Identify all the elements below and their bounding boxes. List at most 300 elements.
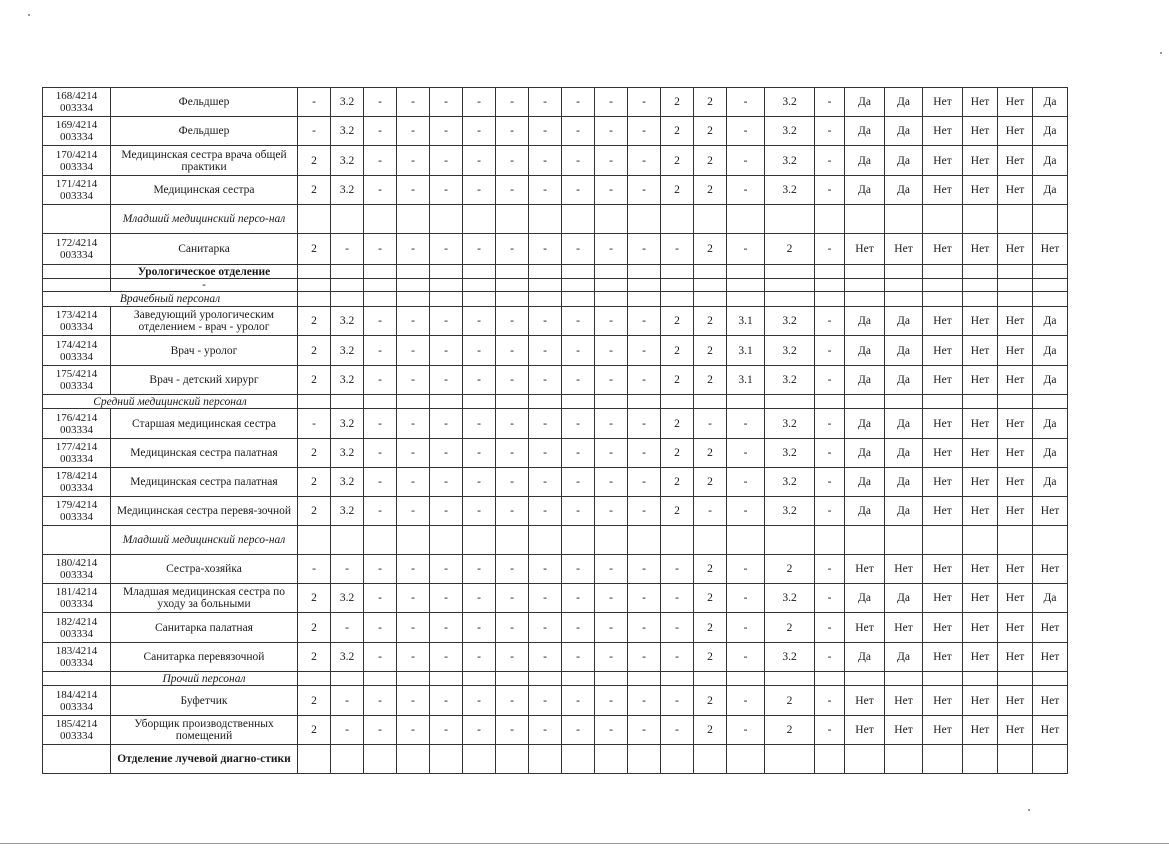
- value-cell: -: [562, 555, 595, 584]
- value-cell: -: [463, 234, 496, 265]
- value-cell: -: [463, 307, 496, 336]
- value-cell: Нет: [963, 716, 998, 745]
- value-cell: Нет: [963, 336, 998, 366]
- value-cell: -: [463, 409, 496, 439]
- value-cell: [885, 672, 923, 686]
- value-cell: -: [727, 643, 765, 672]
- value-cell: Да: [885, 584, 923, 613]
- value-cell: [845, 745, 885, 774]
- value-cell: -: [430, 686, 463, 716]
- value-cell: -: [463, 146, 496, 176]
- value-cell: 2: [694, 176, 727, 205]
- value-cell: -: [628, 468, 661, 497]
- value-cell: -: [331, 686, 364, 716]
- position-name: Врач - детский хирург: [111, 366, 298, 395]
- table-row: [43, 307, 1068, 336]
- value-cell: -: [595, 366, 628, 395]
- value-cell: -: [430, 439, 463, 468]
- value-cell: -: [628, 409, 661, 439]
- value-cell: Да: [1033, 146, 1068, 176]
- value-cell: Нет: [963, 88, 998, 117]
- table-row: [43, 555, 1068, 584]
- value-cell: Нет: [923, 584, 963, 613]
- table-row: [43, 146, 1068, 176]
- value-cell: Нет: [923, 555, 963, 584]
- value-cell: [628, 279, 661, 292]
- value-cell: -: [661, 686, 694, 716]
- value-cell: -: [529, 307, 562, 336]
- value-cell: 2: [661, 307, 694, 336]
- value-cell: -: [727, 409, 765, 439]
- category-label: -: [111, 279, 298, 292]
- value-cell: -: [298, 88, 331, 117]
- value-cell: 2: [298, 643, 331, 672]
- value-cell: 2: [661, 409, 694, 439]
- value-cell: [845, 205, 885, 234]
- table-row: [43, 439, 1068, 468]
- value-cell: -: [496, 584, 529, 613]
- value-cell: Нет: [1033, 497, 1068, 526]
- value-cell: -: [364, 643, 397, 672]
- value-cell: [562, 395, 595, 409]
- value-cell: [845, 279, 885, 292]
- value-cell: [628, 265, 661, 279]
- category-label: Средний медицинский персонал: [43, 395, 298, 409]
- value-cell: -: [430, 234, 463, 265]
- value-cell: [562, 745, 595, 774]
- value-cell: 2: [694, 643, 727, 672]
- value-cell: [765, 745, 815, 774]
- value-cell: Нет: [923, 439, 963, 468]
- value-cell: [463, 526, 496, 555]
- value-cell: [845, 292, 885, 307]
- value-cell: -: [628, 439, 661, 468]
- value-cell: 3.2: [331, 497, 364, 526]
- value-cell: -: [628, 497, 661, 526]
- value-cell: -: [496, 468, 529, 497]
- value-cell: [661, 265, 694, 279]
- value-cell: -: [595, 307, 628, 336]
- value-cell: -: [430, 643, 463, 672]
- value-cell: [963, 672, 998, 686]
- value-cell: -: [463, 336, 496, 366]
- value-cell: 3.2: [765, 366, 815, 395]
- value-cell: -: [815, 468, 845, 497]
- value-cell: Нет: [885, 686, 923, 716]
- value-cell: [815, 745, 845, 774]
- value-cell: Да: [845, 409, 885, 439]
- value-cell: 3.2: [331, 643, 364, 672]
- value-cell: [463, 395, 496, 409]
- value-cell: 2: [661, 468, 694, 497]
- position-name: Младшая медицинская сестра по уходу за больными: [111, 584, 298, 613]
- value-cell: Нет: [845, 686, 885, 716]
- value-cell: [923, 265, 963, 279]
- value-cell: [727, 395, 765, 409]
- value-cell: -: [562, 234, 595, 265]
- value-cell: 2: [765, 234, 815, 265]
- value-cell: -: [430, 409, 463, 439]
- value-cell: -: [529, 716, 562, 745]
- value-cell: [397, 265, 430, 279]
- value-cell: Да: [1033, 468, 1068, 497]
- value-cell: -: [463, 468, 496, 497]
- value-cell: [628, 292, 661, 307]
- value-cell: [765, 526, 815, 555]
- value-cell: -: [397, 176, 430, 205]
- value-cell: -: [364, 686, 397, 716]
- value-cell: [923, 526, 963, 555]
- value-cell: Нет: [923, 234, 963, 265]
- value-cell: -: [727, 686, 765, 716]
- value-cell: -: [463, 716, 496, 745]
- value-cell: 2: [661, 146, 694, 176]
- value-cell: Нет: [923, 117, 963, 146]
- value-cell: [694, 526, 727, 555]
- value-cell: Нет: [845, 234, 885, 265]
- value-cell: -: [661, 643, 694, 672]
- value-cell: -: [727, 117, 765, 146]
- value-cell: [1033, 395, 1068, 409]
- value-cell: -: [815, 88, 845, 117]
- value-cell: -: [496, 336, 529, 366]
- position-code: 175/4214 003334: [43, 366, 111, 395]
- value-cell: 2: [694, 234, 727, 265]
- value-cell: [595, 279, 628, 292]
- value-cell: -: [529, 468, 562, 497]
- value-cell: Нет: [923, 176, 963, 205]
- value-cell: Да: [885, 409, 923, 439]
- value-cell: [998, 395, 1033, 409]
- value-cell: -: [430, 336, 463, 366]
- value-cell: [595, 745, 628, 774]
- value-cell: Нет: [998, 176, 1033, 205]
- position-code: 183/4214 003334: [43, 643, 111, 672]
- value-cell: -: [727, 555, 765, 584]
- value-cell: 3.2: [765, 584, 815, 613]
- staff-positions-table: [42, 87, 1068, 774]
- value-cell: 2: [694, 307, 727, 336]
- value-cell: -: [815, 497, 845, 526]
- value-cell: Нет: [963, 176, 998, 205]
- value-cell: Нет: [998, 234, 1033, 265]
- value-cell: -: [562, 366, 595, 395]
- position-name: Заведующий урологическим отделением - врач - уролог: [111, 307, 298, 336]
- value-cell: -: [496, 716, 529, 745]
- value-cell: Да: [885, 439, 923, 468]
- value-cell: [815, 265, 845, 279]
- value-cell: [661, 395, 694, 409]
- value-cell: -: [529, 366, 562, 395]
- value-cell: [430, 395, 463, 409]
- value-cell: Нет: [923, 613, 963, 643]
- value-cell: Нет: [923, 336, 963, 366]
- value-cell: Нет: [885, 234, 923, 265]
- value-cell: Нет: [963, 468, 998, 497]
- value-cell: [694, 292, 727, 307]
- value-cell: -: [364, 555, 397, 584]
- value-cell: -: [364, 468, 397, 497]
- value-cell: 2: [661, 176, 694, 205]
- value-cell: [496, 745, 529, 774]
- value-cell: 2: [694, 716, 727, 745]
- value-cell: -: [397, 613, 430, 643]
- value-cell: [463, 292, 496, 307]
- table-row: [43, 613, 1068, 643]
- position-name: Старшая медицинская сестра: [111, 409, 298, 439]
- value-cell: -: [661, 555, 694, 584]
- value-cell: [562, 265, 595, 279]
- value-cell: [529, 672, 562, 686]
- value-cell: 3.1: [727, 336, 765, 366]
- table-row: [43, 643, 1068, 672]
- position-code: [43, 672, 111, 686]
- value-cell: [463, 672, 496, 686]
- table-row: [43, 497, 1068, 526]
- value-cell: [298, 672, 331, 686]
- value-cell: Да: [845, 88, 885, 117]
- value-cell: [463, 265, 496, 279]
- value-cell: [923, 205, 963, 234]
- table-row: [43, 584, 1068, 613]
- value-cell: 3.2: [765, 497, 815, 526]
- value-cell: Да: [1033, 584, 1068, 613]
- value-cell: 2: [298, 439, 331, 468]
- value-cell: Да: [845, 439, 885, 468]
- category-label: Младший медицинский персо-нал: [111, 205, 298, 234]
- value-cell: [885, 265, 923, 279]
- value-cell: -: [727, 234, 765, 265]
- value-cell: [765, 265, 815, 279]
- value-cell: -: [727, 613, 765, 643]
- value-cell: -: [529, 336, 562, 366]
- value-cell: 2: [694, 584, 727, 613]
- value-cell: -: [595, 88, 628, 117]
- value-cell: [1033, 292, 1068, 307]
- position-name: Медицинская сестра палатная: [111, 468, 298, 497]
- value-cell: -: [397, 117, 430, 146]
- value-cell: 2: [694, 336, 727, 366]
- value-cell: Нет: [963, 439, 998, 468]
- value-cell: -: [595, 176, 628, 205]
- table-row: [43, 176, 1068, 205]
- value-cell: 3.2: [765, 117, 815, 146]
- position-code: 169/4214 003334: [43, 117, 111, 146]
- value-cell: Да: [885, 117, 923, 146]
- value-cell: 2: [661, 117, 694, 146]
- value-cell: [364, 395, 397, 409]
- value-cell: 3.2: [331, 409, 364, 439]
- value-cell: [430, 279, 463, 292]
- value-cell: [694, 279, 727, 292]
- value-cell: -: [331, 716, 364, 745]
- value-cell: [496, 672, 529, 686]
- position-code: 179/4214 003334: [43, 497, 111, 526]
- value-cell: -: [496, 686, 529, 716]
- value-cell: -: [661, 584, 694, 613]
- section-title: Отделение лучевой диагно-стики: [111, 745, 298, 774]
- value-cell: Нет: [963, 117, 998, 146]
- value-cell: [963, 745, 998, 774]
- value-cell: -: [463, 366, 496, 395]
- value-cell: [694, 395, 727, 409]
- value-cell: [885, 745, 923, 774]
- value-cell: -: [628, 234, 661, 265]
- value-cell: [529, 395, 562, 409]
- value-cell: Нет: [923, 468, 963, 497]
- value-cell: Да: [845, 497, 885, 526]
- value-cell: Да: [845, 336, 885, 366]
- value-cell: Нет: [963, 686, 998, 716]
- value-cell: Нет: [1033, 555, 1068, 584]
- value-cell: [331, 745, 364, 774]
- value-cell: [963, 292, 998, 307]
- value-cell: Нет: [885, 716, 923, 745]
- value-cell: [595, 265, 628, 279]
- value-cell: 2: [694, 555, 727, 584]
- value-cell: -: [397, 584, 430, 613]
- value-cell: -: [298, 409, 331, 439]
- value-cell: Нет: [923, 686, 963, 716]
- category-label: Прочий персонал: [111, 672, 298, 686]
- value-cell: [661, 205, 694, 234]
- value-cell: Нет: [998, 555, 1033, 584]
- value-cell: 2: [298, 613, 331, 643]
- value-cell: -: [529, 234, 562, 265]
- value-cell: Нет: [923, 643, 963, 672]
- value-cell: -: [628, 613, 661, 643]
- value-cell: -: [815, 643, 845, 672]
- value-cell: [998, 265, 1033, 279]
- value-cell: -: [815, 366, 845, 395]
- value-cell: Нет: [998, 366, 1033, 395]
- value-cell: [430, 526, 463, 555]
- value-cell: [628, 745, 661, 774]
- value-cell: Нет: [845, 613, 885, 643]
- value-cell: 3.2: [331, 439, 364, 468]
- value-cell: -: [595, 643, 628, 672]
- value-cell: -: [463, 584, 496, 613]
- value-cell: -: [364, 716, 397, 745]
- value-cell: 2: [661, 366, 694, 395]
- value-cell: [727, 745, 765, 774]
- value-cell: Нет: [923, 366, 963, 395]
- value-cell: -: [815, 716, 845, 745]
- position-code: 168/4214 003334: [43, 88, 111, 117]
- value-cell: -: [628, 555, 661, 584]
- value-cell: [298, 205, 331, 234]
- value-cell: Нет: [998, 584, 1033, 613]
- value-cell: 2: [298, 176, 331, 205]
- value-cell: -: [727, 176, 765, 205]
- value-cell: Нет: [963, 497, 998, 526]
- table-row: [43, 88, 1068, 117]
- value-cell: -: [364, 497, 397, 526]
- value-cell: [364, 265, 397, 279]
- value-cell: -: [397, 336, 430, 366]
- value-cell: Да: [1033, 176, 1068, 205]
- value-cell: -: [562, 336, 595, 366]
- value-cell: -: [496, 146, 529, 176]
- value-cell: -: [628, 117, 661, 146]
- value-cell: Да: [845, 366, 885, 395]
- value-cell: [923, 395, 963, 409]
- value-cell: [727, 292, 765, 307]
- value-cell: [364, 745, 397, 774]
- value-cell: [1033, 265, 1068, 279]
- value-cell: 3.2: [331, 584, 364, 613]
- value-cell: -: [595, 234, 628, 265]
- position-code: [43, 205, 111, 234]
- category-row: [43, 292, 1068, 307]
- value-cell: Нет: [963, 555, 998, 584]
- value-cell: -: [562, 497, 595, 526]
- category-row: [43, 526, 1068, 555]
- value-cell: -: [727, 716, 765, 745]
- value-cell: 2: [694, 613, 727, 643]
- value-cell: -: [595, 613, 628, 643]
- value-cell: -: [595, 336, 628, 366]
- value-cell: -: [430, 366, 463, 395]
- value-cell: -: [727, 88, 765, 117]
- value-cell: [694, 265, 727, 279]
- value-cell: [463, 205, 496, 234]
- value-cell: [998, 292, 1033, 307]
- value-cell: -: [364, 307, 397, 336]
- position-code: [43, 745, 111, 774]
- value-cell: -: [331, 613, 364, 643]
- value-cell: [727, 279, 765, 292]
- value-cell: -: [562, 88, 595, 117]
- value-cell: Нет: [923, 307, 963, 336]
- value-cell: [331, 279, 364, 292]
- value-cell: [562, 526, 595, 555]
- value-cell: -: [815, 117, 845, 146]
- value-cell: Да: [845, 146, 885, 176]
- value-cell: -: [529, 686, 562, 716]
- value-cell: -: [562, 117, 595, 146]
- value-cell: 2: [694, 686, 727, 716]
- position-name: Медицинская сестра перевя-зочной: [111, 497, 298, 526]
- value-cell: -: [694, 497, 727, 526]
- value-cell: [496, 395, 529, 409]
- value-cell: Да: [1033, 88, 1068, 117]
- value-cell: Нет: [963, 643, 998, 672]
- value-cell: -: [628, 584, 661, 613]
- value-cell: -: [397, 439, 430, 468]
- table-row: [43, 468, 1068, 497]
- value-cell: 2: [298, 686, 331, 716]
- position-name: Санитарка: [111, 234, 298, 265]
- value-cell: -: [496, 555, 529, 584]
- position-name: Санитарка перевязочной: [111, 643, 298, 672]
- value-cell: -: [430, 176, 463, 205]
- value-cell: [430, 672, 463, 686]
- value-cell: [298, 279, 331, 292]
- value-cell: [397, 745, 430, 774]
- value-cell: -: [815, 409, 845, 439]
- value-cell: 3.2: [765, 468, 815, 497]
- value-cell: Да: [885, 176, 923, 205]
- value-cell: 3.2: [331, 88, 364, 117]
- value-cell: Нет: [885, 613, 923, 643]
- value-cell: Нет: [998, 613, 1033, 643]
- value-cell: -: [595, 716, 628, 745]
- value-cell: [529, 205, 562, 234]
- value-cell: [765, 395, 815, 409]
- value-cell: Нет: [998, 409, 1033, 439]
- value-cell: [963, 265, 998, 279]
